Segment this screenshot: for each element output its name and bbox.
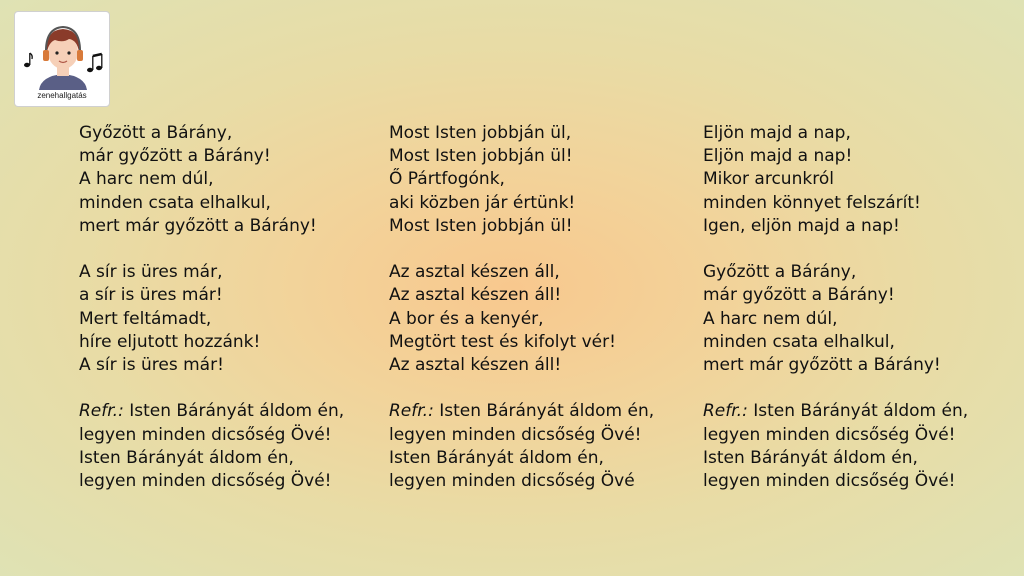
lyric-line: A sír is üres már! <box>79 355 224 376</box>
refrain-label: Refr.: <box>389 401 434 422</box>
lyric-line: Most Isten jobbján ül! <box>389 215 573 236</box>
lyric-line: mert már győzött a Bárány! <box>79 215 317 236</box>
lyric-line: Megtört test és kifolyt vér! <box>389 331 616 352</box>
stanza-verse-5 <box>703 122 968 238</box>
stanza-verse-6 <box>703 261 968 377</box>
stanza-refrain <box>703 400 968 493</box>
lyric-line: minden csata elhalkul, <box>703 331 895 352</box>
lyric-line: már győzött a Bárány! <box>79 146 271 167</box>
lyric-line: legyen minden dicsőség Övé! <box>79 471 332 492</box>
lyric-line: Mikor arcunkról <box>703 169 834 190</box>
lyric-line: Isten Bárányát áldom én, <box>703 447 918 468</box>
lyric-line: A harc nem dúl, <box>79 169 214 190</box>
stanza-verse-1 <box>79 122 344 238</box>
lyric-line: Isten Bárányát áldom én, <box>123 401 345 422</box>
stanza-verse-2 <box>79 261 344 377</box>
lyric-line: mert már győzött a Bárány! <box>703 355 941 376</box>
lyrics-column-1 <box>79 122 344 493</box>
refrain-label: Refr.: <box>79 401 124 422</box>
lyric-line: Az asztal készen áll! <box>389 285 562 306</box>
stanza-refrain <box>79 400 344 493</box>
stanza-refrain <box>389 400 654 493</box>
lyric-line: híre eljutott hozzánk! <box>79 331 261 352</box>
lyric-line: legyen minden dicsőség Övé! <box>703 424 956 445</box>
lyric-line: már győzött a Bárány! <box>703 285 895 306</box>
refrain-first-line <box>79 400 344 423</box>
lyric-line: legyen minden dicsőség Övé <box>389 471 635 492</box>
lyric-line: Mert feltámadt, <box>79 308 212 329</box>
lyrics-column-3 <box>703 122 968 493</box>
refrain-first-line <box>389 400 654 423</box>
lyric-line: Ő Pártfogónk, <box>389 169 505 190</box>
lyric-line: legyen minden dicsőség Övé! <box>79 424 332 445</box>
double-music-note-icon <box>87 54 102 72</box>
music-note-icon <box>24 53 32 67</box>
lyric-line: a sír is üres már! <box>79 285 223 306</box>
lyric-line: Most Isten jobbján ül, <box>389 123 572 143</box>
lyric-line: Isten Bárányát áldom én, <box>433 401 655 422</box>
lyric-line: Isten Bárányát áldom én, <box>79 447 294 468</box>
lyric-line: legyen minden dicsőség Övé! <box>703 471 956 492</box>
refrain-label: Refr.: <box>703 401 748 422</box>
lyric-line: Győzött a Bárány, <box>79 123 233 143</box>
lyric-line: legyen minden dicsőség Övé! <box>389 424 642 445</box>
lyric-line: Eljön majd a nap, <box>703 123 851 143</box>
refrain-first-line <box>703 400 968 423</box>
stanza-verse-4 <box>389 261 654 377</box>
lyric-line: Az asztal készen áll, <box>389 262 560 283</box>
lyric-line: Isten Bárányát áldom én, <box>389 447 604 468</box>
lyric-line: minden könnyet felszárít! <box>703 192 921 213</box>
lyric-line: Győzött a Bárány, <box>703 262 857 283</box>
lyric-line: Most Isten jobbján ül! <box>389 146 573 167</box>
lyric-line: minden csata elhalkul, <box>79 192 271 213</box>
lyric-line: A sír is üres már, <box>79 262 223 283</box>
logo-caption: zenehallgatás <box>37 91 87 100</box>
music-listening-logo <box>14 11 110 107</box>
lyrics-column-2 <box>389 122 654 493</box>
lyric-line: A harc nem dúl, <box>703 308 838 329</box>
lyric-line: aki közben jár értünk! <box>389 192 576 213</box>
stanza-verse-3 <box>389 122 654 238</box>
lyric-line: Eljön majd a nap! <box>703 146 853 167</box>
lyric-line: Az asztal készen áll! <box>389 355 562 376</box>
lyric-line: A bor és a kenyér, <box>389 308 544 329</box>
lyric-line: Isten Bárányát áldom én, <box>747 401 969 422</box>
lyric-line: Igen, eljön majd a nap! <box>703 215 900 236</box>
